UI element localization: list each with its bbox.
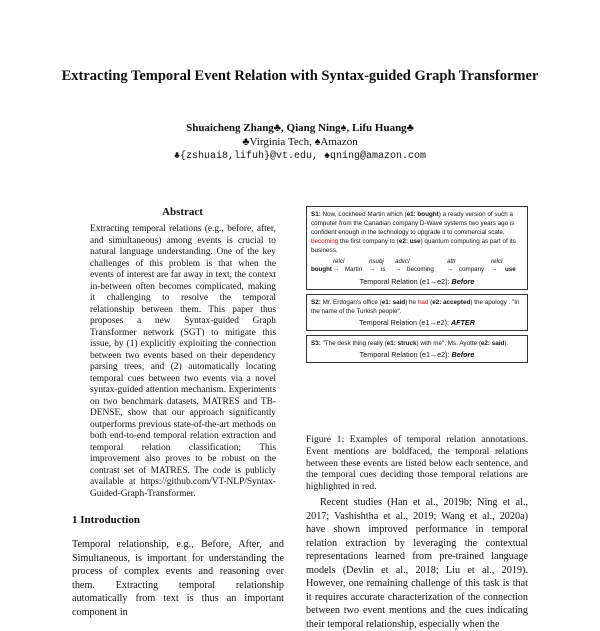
temporal-relation-s1	[311, 277, 523, 286]
relation-label: Temporal Relation (e1→e2):	[359, 277, 452, 286]
affiliations: ♣Virginia Tech, ♠Amazon	[242, 136, 358, 148]
arrow-icon: →	[369, 266, 376, 273]
sentence-text: "The desk thing really (	[322, 340, 387, 347]
sentence-text: ) with me", Ms. Ayotte (	[416, 340, 481, 347]
abstract-text: Extracting temporal relations (e.g., before, after, and simultaneous) among events is crucial to natural language understanding. One of the key challenges of this problem is that when the events of interest are far away in text, the context in-between often becomes complicated, making it challenging to resolve the temporal relationship between them. This paper thus proposes a new Syntax-guided Graph Transformer network (SGT) to mitigate this issue, by (1) explicitly exploiting the connection between two events based on their dependency parsing trees, and (2) automatically locating temporal cues between two events via a novel syntax-guided attention mechanism. Experiments on two benchmark datasets, MATRES and TB-DENSE, show that our approach significantly outperforms previous state-of-the-art methods on both end-to-end temporal relation extraction and temporal relation classification; This improvement also proves to be robust on the contrast set of MATRES. The code is publicly available at https://github.com/VT-NLP/Syntax-Guided-Graph-Transformer.	[90, 224, 276, 499]
dep-node: use	[505, 266, 516, 273]
event-mention: e2: use	[398, 238, 421, 245]
temporal-cue: becoming	[311, 238, 339, 245]
relation-label: Temporal Relation (e1→e2):	[359, 350, 452, 359]
example-sentence-s1	[311, 210, 523, 255]
author-emails: ♣{zshuai8,lifuh}@vt.edu, ♠qning@amazon.com	[173, 151, 427, 162]
sentence-text: the first company to (	[338, 238, 399, 245]
section-heading-introduction: 1 Introduction	[72, 514, 140, 526]
temporal-relation-s2	[311, 318, 523, 327]
relation-value: Before	[451, 277, 475, 286]
author-list: Shuaicheng Zhang♣, Qiang Ning♠, Lifu Huang♣	[186, 122, 414, 134]
event-mention: e2: said	[480, 340, 505, 347]
sentence-text: (	[428, 299, 433, 306]
sentence-text: ) the apology . "In the name of the Turkish people".	[311, 299, 520, 315]
arrow-icon: →	[333, 266, 340, 273]
dependency-path	[311, 257, 523, 275]
sentence-label: S2:	[311, 299, 321, 306]
dep-edge-label: relcl	[333, 258, 345, 265]
temporal-cue: had	[417, 299, 429, 306]
sentence-text: ) quantum computing as part of its business.	[311, 238, 516, 254]
dep-node: Martin	[345, 266, 363, 273]
sentence-text: ) a ready version of such a computer from the Canadian company D-Wave systems two years ago is confident enough in the technology to upgrade it to commercial scale,	[311, 211, 515, 236]
event-mention: e1: bought	[406, 211, 439, 218]
abstract-body	[90, 224, 276, 500]
sentence-text: ) he	[405, 299, 418, 306]
dep-node: company	[459, 266, 485, 273]
dep-node: becoming	[407, 266, 434, 273]
paper-title: Extracting Temporal Event Relation with Syntax-guided Graph Transformer	[61, 68, 539, 84]
sentence-text: ).	[504, 340, 509, 347]
arrow-icon: →	[491, 266, 498, 273]
example-panel-s1	[306, 206, 528, 290]
dep-edge-label: advcl	[395, 258, 410, 265]
temporal-relation-s3	[311, 350, 523, 359]
event-mention: e1: said	[381, 299, 406, 306]
example-panel-s3	[306, 335, 528, 363]
example-panel-s2	[306, 294, 528, 331]
relation-label: Temporal Relation (e1→e2):	[359, 318, 451, 327]
arrow-icon: →	[395, 266, 402, 273]
right-column-text: Recent studies (Han et al., 2019b; Ning et al., 2017; Vashishtha et al., 2019; Wang et al., 2020a) have shown improved performance in temporal relation extraction by leveraging the contextual representations learned from pre-trained language models (Devlin et al., 2018; Liu et al., 2019). However, one remaining challenge of this task is that it requires accurate characterization of the connection between two event mentions and the cues indicating their temporal relationship, especially when the	[306, 497, 528, 630]
dep-edge-label: relcl	[491, 258, 503, 265]
abstract-heading: Abstract	[162, 206, 203, 218]
event-mention: e2: accepted	[432, 299, 471, 306]
example-sentence-s3	[311, 339, 523, 348]
figure-1	[306, 206, 528, 367]
event-mention: e1: struck	[386, 340, 417, 347]
sentence-label: S1:	[311, 211, 321, 218]
sentence-text: Mr. Erdogan's office (	[322, 299, 382, 306]
introduction-text: Temporal relationship, e.g., Before, After, and Simultaneous, is important for understanding the process of complex events and reasoning over them. Extracting temporal relationship automatically from text is thus an important component in	[72, 539, 284, 618]
dep-node: is	[381, 266, 386, 273]
dep-edge-label: nsubj	[369, 258, 384, 265]
relation-value: AFTER	[450, 318, 475, 327]
sentence-text: Now, Lockheed Martin which (	[322, 211, 407, 218]
sentence-label: S3:	[311, 340, 321, 347]
dep-node: bought	[311, 266, 332, 273]
relation-value: Before	[451, 350, 475, 359]
dep-edge-label: attr	[447, 258, 456, 265]
arrow-icon: →	[447, 266, 454, 273]
example-sentence-s2	[311, 298, 523, 316]
figure-caption: Figure 1: Examples of temporal relation annotations. Event mentions are boldfaced, the temporal relations between these events are listed below each sentence, and the temporal cues deciding those temporal relations are highlighted in red.	[306, 434, 528, 493]
